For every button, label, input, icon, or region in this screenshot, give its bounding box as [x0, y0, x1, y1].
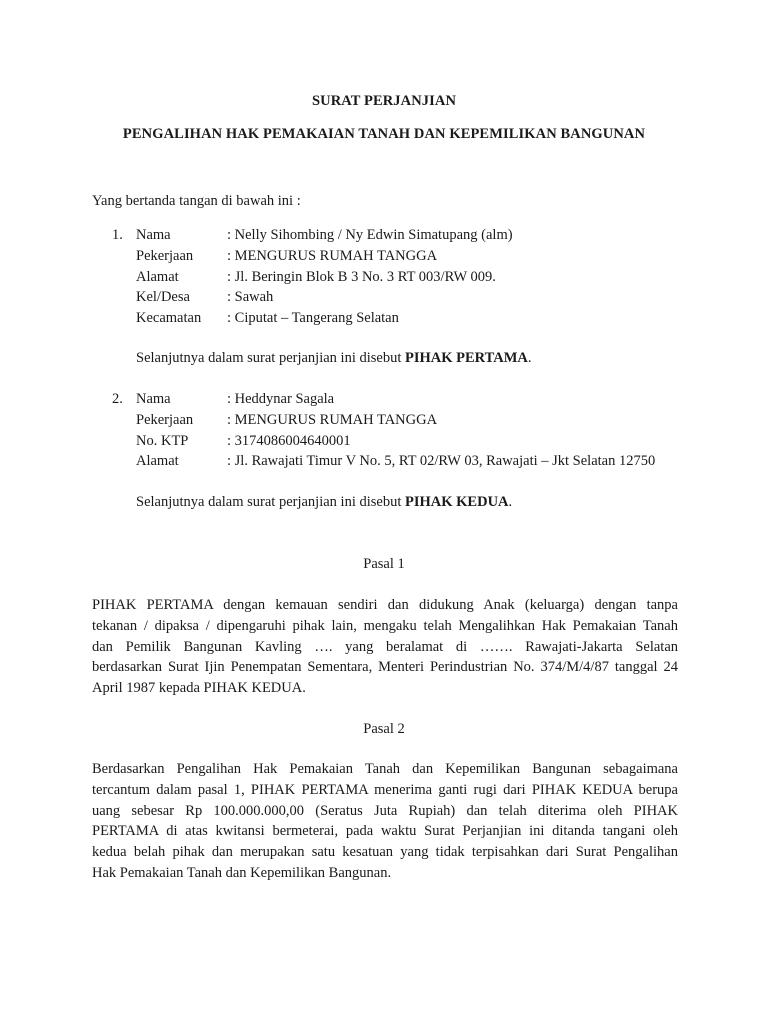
field-label: No. KTP — [136, 432, 189, 449]
party-1-number: 1. — [112, 227, 123, 243]
designation-party-name: PIHAK KEDUA — [405, 494, 509, 510]
paragraph-line: Hak Pemakaian Tanah dan Kepemilikan Bangunan. — [92, 864, 392, 881]
designation-suffix: . — [527, 350, 532, 366]
party-2-number: 2. — [112, 391, 123, 407]
paragraph-line: PIHAK PERTAMA dengan kemauan sendiri dan didukung Anak (keluarga) dengan tanpa — [92, 597, 678, 613]
paragraph-line: kedua belah pihak dan merupakan satu kesatuan yang tidak terpisahkan dari Surat Pengalihan — [92, 844, 678, 861]
field-label: Kecamatan — [136, 310, 202, 327]
paragraph-line: uang sebesar Rp 100.000.000,00 (Seratus Juta Rupiah) dan telah diterima oleh PIHAK — [92, 802, 678, 819]
paragraph-line: berdasarkan Surat Ijin Penempatan Sementara, Menteri Perindustrian No. 374/M/4/87 tanggal 24 — [92, 659, 678, 676]
paragraph-line: April 1987 kepada PIHAK KEDUA. — [92, 680, 306, 697]
field-label: Kel/Desa — [136, 289, 190, 306]
field-value: : Sawah — [227, 289, 274, 306]
paragraph-line: PERTAMA di atas kwitansi bermeterai, pada waktu Surat Perjanjian ini ditanda tangani oleh — [92, 823, 678, 840]
field-value: : Heddynar Sagala — [227, 391, 335, 407]
paragraph-line: dan Pemilik Bangunan Kavling …. yang beralamat di ……. Rawajati-Jakarta Selatan — [92, 638, 678, 655]
field-label: Alamat — [136, 268, 179, 285]
intro-text: Yang bertanda tangan di bawah ini : — [92, 193, 301, 209]
field-label: Nama — [136, 391, 171, 407]
pasal-2-paragraph — [92, 761, 678, 886]
paragraph-line: Berdasarkan Pengalihan Hak Pemakaian Tanah dan Kepemilikan Bangunan sebagaimana — [92, 761, 678, 777]
field-label: Nama — [136, 227, 171, 243]
field-value: : Jl. Rawajati Timur V No. 5, RT 02/RW 03, Rawajati – Jkt Selatan 12750 — [227, 453, 656, 470]
field-value: : Ciputat – Tangerang Selatan — [227, 310, 399, 327]
designation-prefix: Selanjutnya dalam surat perjanjian ini disebut — [136, 494, 405, 510]
designation-party-name: PIHAK PERTAMA — [405, 350, 528, 366]
field-value: : MENGURUS RUMAH TANGGA — [227, 411, 438, 428]
field-value: : Nelly Sihombing / Ny Edwin Simatupang (alm) — [227, 227, 513, 243]
designation-prefix: Selanjutnya dalam surat perjanjian ini disebut — [136, 350, 405, 366]
paragraph-line: tekanan / dipaksa / dipengaruhi pihak lain, mengaku telah Mengalihkan Hak Pemakaian Tanah — [92, 617, 678, 634]
field-label: Pekerjaan — [136, 247, 194, 264]
designation-suffix: . — [508, 494, 513, 510]
field-value: : 3174086004640001 — [227, 432, 351, 449]
pasal-1-paragraph — [92, 597, 678, 701]
field-label: Alamat — [136, 453, 179, 470]
field-value: : MENGURUS RUMAH TANGGA — [227, 247, 438, 264]
document-subtitle: PENGALIHAN HAK PEMAKAIAN TANAH DAN KEPEMILIKAN BANGUNAN — [122, 126, 646, 142]
paragraph-line: tercantum dalam pasal 1, PIHAK PERTAMA menerima ganti rugi dari PIHAK KEDUA berupa — [92, 781, 678, 798]
document-title: SURAT PERJANJIAN — [311, 93, 457, 109]
pasal-1-heading: Pasal 1 — [363, 556, 405, 572]
pasal-2-heading: Pasal 2 — [363, 721, 405, 737]
field-value: : Jl. Beringin Blok B 3 No. 3 RT 003/RW 009. — [227, 268, 496, 285]
party-2-designation — [136, 494, 512, 511]
party-1-designation — [136, 350, 532, 367]
field-label: Pekerjaan — [136, 411, 194, 428]
